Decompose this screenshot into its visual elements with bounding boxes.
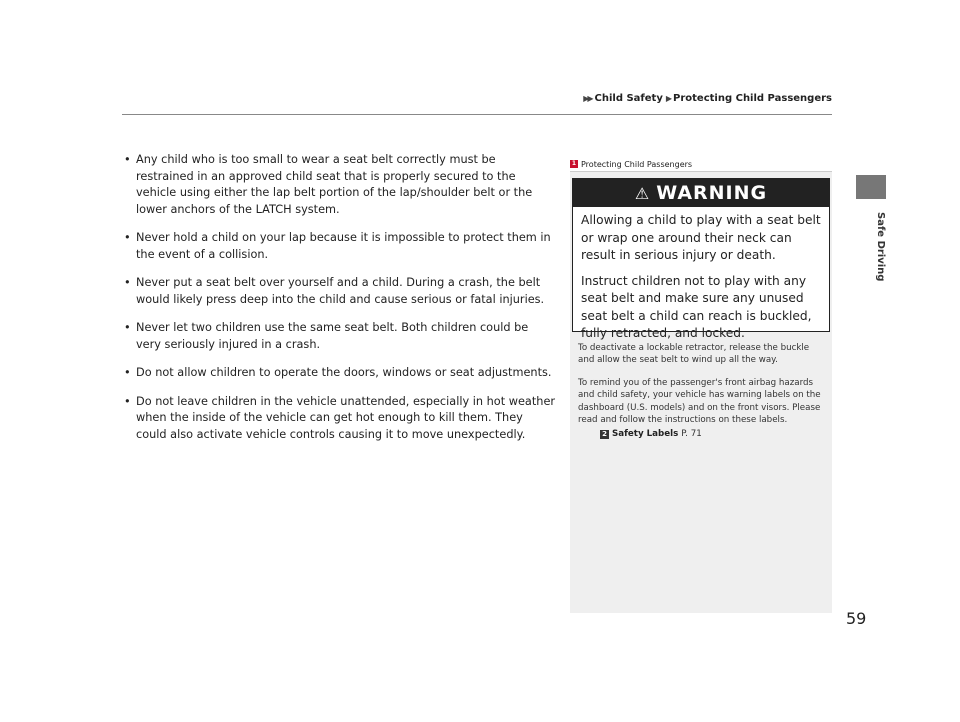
sidebar-title — [570, 156, 832, 172]
section-tab-label: Safe Driving — [875, 212, 886, 282]
page-reference-link[interactable] — [600, 428, 826, 440]
sidebar-title-text: Protecting Child Passengers — [581, 159, 693, 169]
warning-header — [573, 179, 829, 207]
note-paragraph: To deactivate a lockable retractor, release the buckle and allow the seat belt to wind up all the way. — [578, 343, 810, 366]
breadcrumb-item-protecting-child-passengers[interactable]: Protecting Child Passengers — [673, 93, 832, 104]
list-item: • Do not leave children in the vehicle unattended, especially in hot weather when the inside of the vehicle can get hot enough to kill them. They could also activate vehicle controls causing it to move unexpectedly. — [124, 394, 556, 441]
header-rule — [122, 114, 832, 115]
note-paragraph: To remind you of the passenger's front airbag hazards and child safety, your vehicle has warning labels on the dashboard (U.S. models) and on the front visors. Please read and follow the instructions on these labels. — [578, 377, 821, 426]
reference-arrow-icon: 2 — [600, 430, 609, 439]
notes-sidebar — [570, 156, 832, 613]
list-item: • Never hold a child on your lap because it is impossible to protect them in the event of a collision. — [124, 231, 551, 261]
bullet-dot-icon: • — [124, 153, 131, 166]
warning-paragraph: Instruct children not to play with any seat belt and make sure any unused seat belt a child can reach is buckled, fully retracted, and locked. — [581, 273, 812, 340]
list-item: • Never let two children use the same seat belt. Both children could be very seriously injured in a crash. — [124, 321, 529, 351]
list-item: • Do not allow children to operate the doors, windows or seat adjustments. — [124, 365, 556, 382]
reference-page: P. 71 — [681, 429, 702, 440]
sidebar-notes — [570, 332, 832, 441]
list-item: • Never put a seat belt over yourself and a child. During a crash, the belt would likely press deep into the child and cause serious or fatal injuries. — [124, 276, 545, 306]
main-content — [124, 152, 556, 455]
warning-label: WARNING — [656, 182, 768, 204]
warning-box — [572, 178, 830, 340]
reference-label: Safety Labels — [612, 429, 679, 440]
warning-triangle-icon: ⚠ — [634, 183, 651, 203]
list-item: • Any child who is too small to wear a seat belt correctly must be restrained in an approved child seat that is properly secured to the vehicle using either the lap belt portion of the lap/shoulder belt or the lower anchors of the LATCH system. — [124, 153, 533, 216]
page-number: 59 — [846, 609, 867, 628]
bullet-dot-icon: • — [124, 231, 131, 244]
bullet-dot-icon: • — [124, 366, 131, 379]
bullet-dot-icon: • — [124, 394, 131, 408]
breadcrumb-item-child-safety[interactable]: Child Safety — [594, 93, 663, 104]
triangle-icon: ▶ — [665, 94, 671, 103]
double-triangle-icon: ▶▶ — [583, 94, 592, 103]
warning-paragraph: Allowing a child to play with a seat belt or wrap one around their neck can result in serious injury or death. — [581, 213, 821, 262]
note-marker-icon: 1 — [571, 160, 577, 167]
section-tab-marker — [856, 175, 886, 199]
bullet-dot-icon: • — [124, 276, 131, 289]
breadcrumb — [583, 93, 832, 104]
bullet-dot-icon: • — [124, 321, 131, 334]
warning-body — [573, 207, 829, 343]
